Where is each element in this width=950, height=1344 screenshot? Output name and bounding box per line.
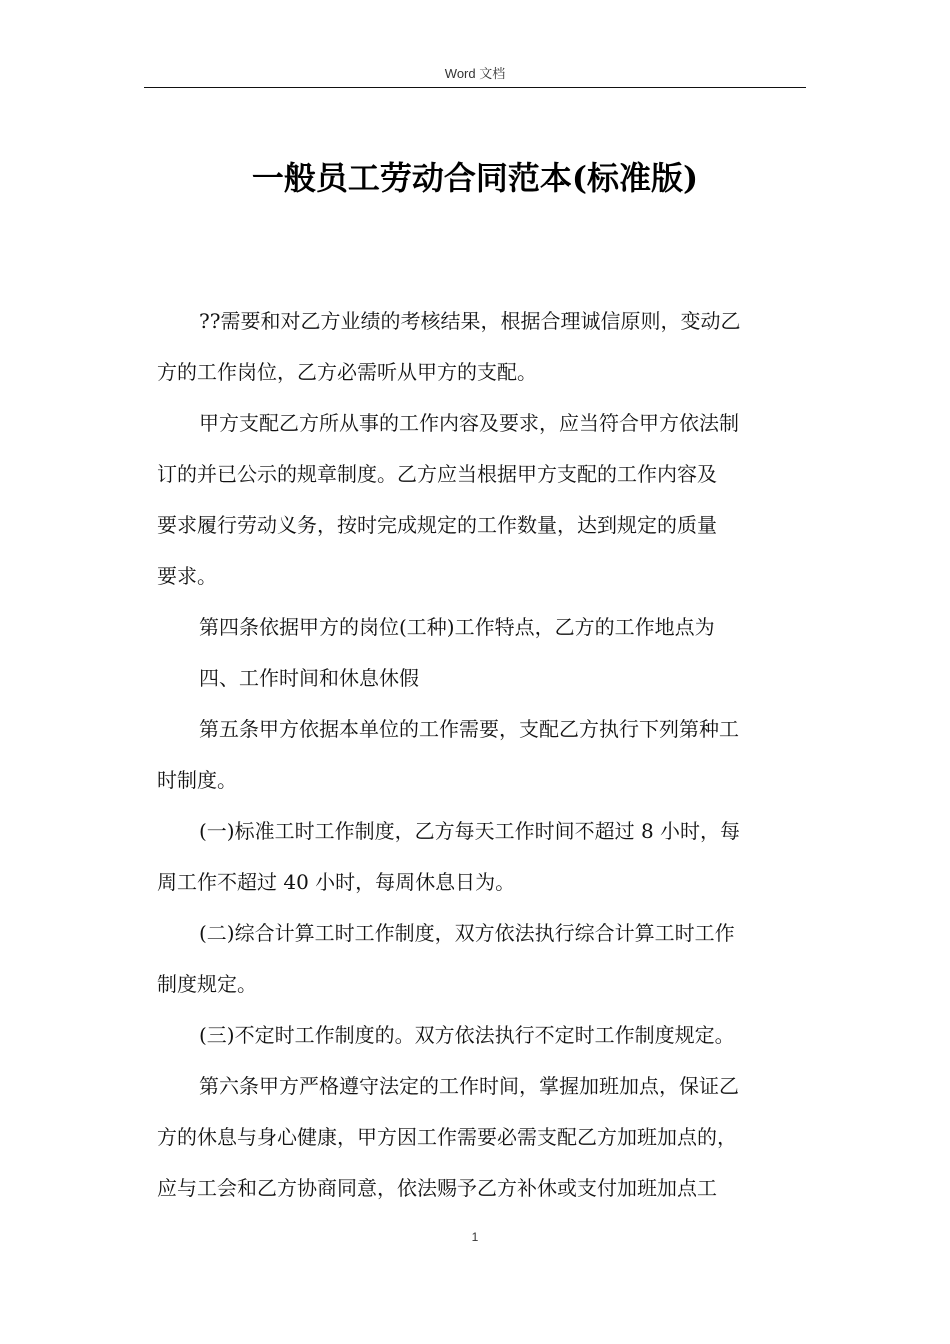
page-header-label: Word 文档 (444, 66, 506, 81)
text-line: 第五条甲方依据本单位的工作需要，支配乙方执行下列第种工 (199, 717, 739, 741)
text-line: 方的工作岗位，乙方必需听从甲方的支配。 (157, 360, 537, 384)
text-line: ??需要和对乙方业绩的考核结果，根据合理诚信原则，变动乙 (199, 309, 741, 333)
paragraph (178, 602, 814, 653)
text-line: 应与工会和乙方协商同意，依法赐予乙方补休或支付加班加点工 (157, 1176, 717, 1200)
text-line: 第四条依据甲方的岗位(工种)工作特点，乙方的工作地点为 (199, 615, 715, 639)
text-line: 方的休息与身心健康，甲方因工作需要必需支配乙方加班加点的， (157, 1125, 737, 1149)
paragraph (157, 296, 814, 398)
text-line: (三)不定时工作制度的。双方依法执行不定时工作制度规定。 (199, 1023, 735, 1047)
text-line: 制度规定。 (157, 972, 257, 996)
text-line: 周工作不超过 40 小时，每周休息日为。 (157, 870, 516, 894)
page-number: 1 (471, 1230, 479, 1244)
text-line: 第六条甲方严格遵守法定的工作时间，掌握加班加点，保证乙 (199, 1074, 739, 1098)
paragraph (157, 398, 814, 602)
text-line: (二)综合计算工时工作制度，双方依法执行综合计算工时工作 (199, 921, 735, 945)
text-line: 四、工作时间和休息休假 (199, 666, 419, 690)
text-line: 时制度。 (157, 768, 237, 792)
section-heading (178, 653, 814, 704)
text-line: (一)标准工时工作制度，乙方每天工作时间不超过 8 小时，每 (199, 819, 741, 843)
text-line: 甲方支配乙方所从事的工作内容及要求，应当符合甲方依法制 (199, 411, 739, 435)
text-line: 订的并已公示的规章制度。乙方应当根据甲方支配的工作内容及 (157, 462, 717, 486)
paragraph (157, 704, 814, 806)
text-line: 要求履行劳动义务，按时完成规定的工作数量，达到规定的质量 (157, 513, 717, 537)
paragraph (178, 1010, 814, 1061)
text-line: 要求。 (157, 564, 217, 588)
document-title: 一般员工劳动合同范本(标准版) (251, 159, 699, 197)
paragraph (157, 1061, 814, 1214)
header-divider (144, 87, 806, 88)
paragraph (157, 908, 814, 1010)
document-body (157, 296, 814, 1214)
paragraph (157, 806, 814, 908)
